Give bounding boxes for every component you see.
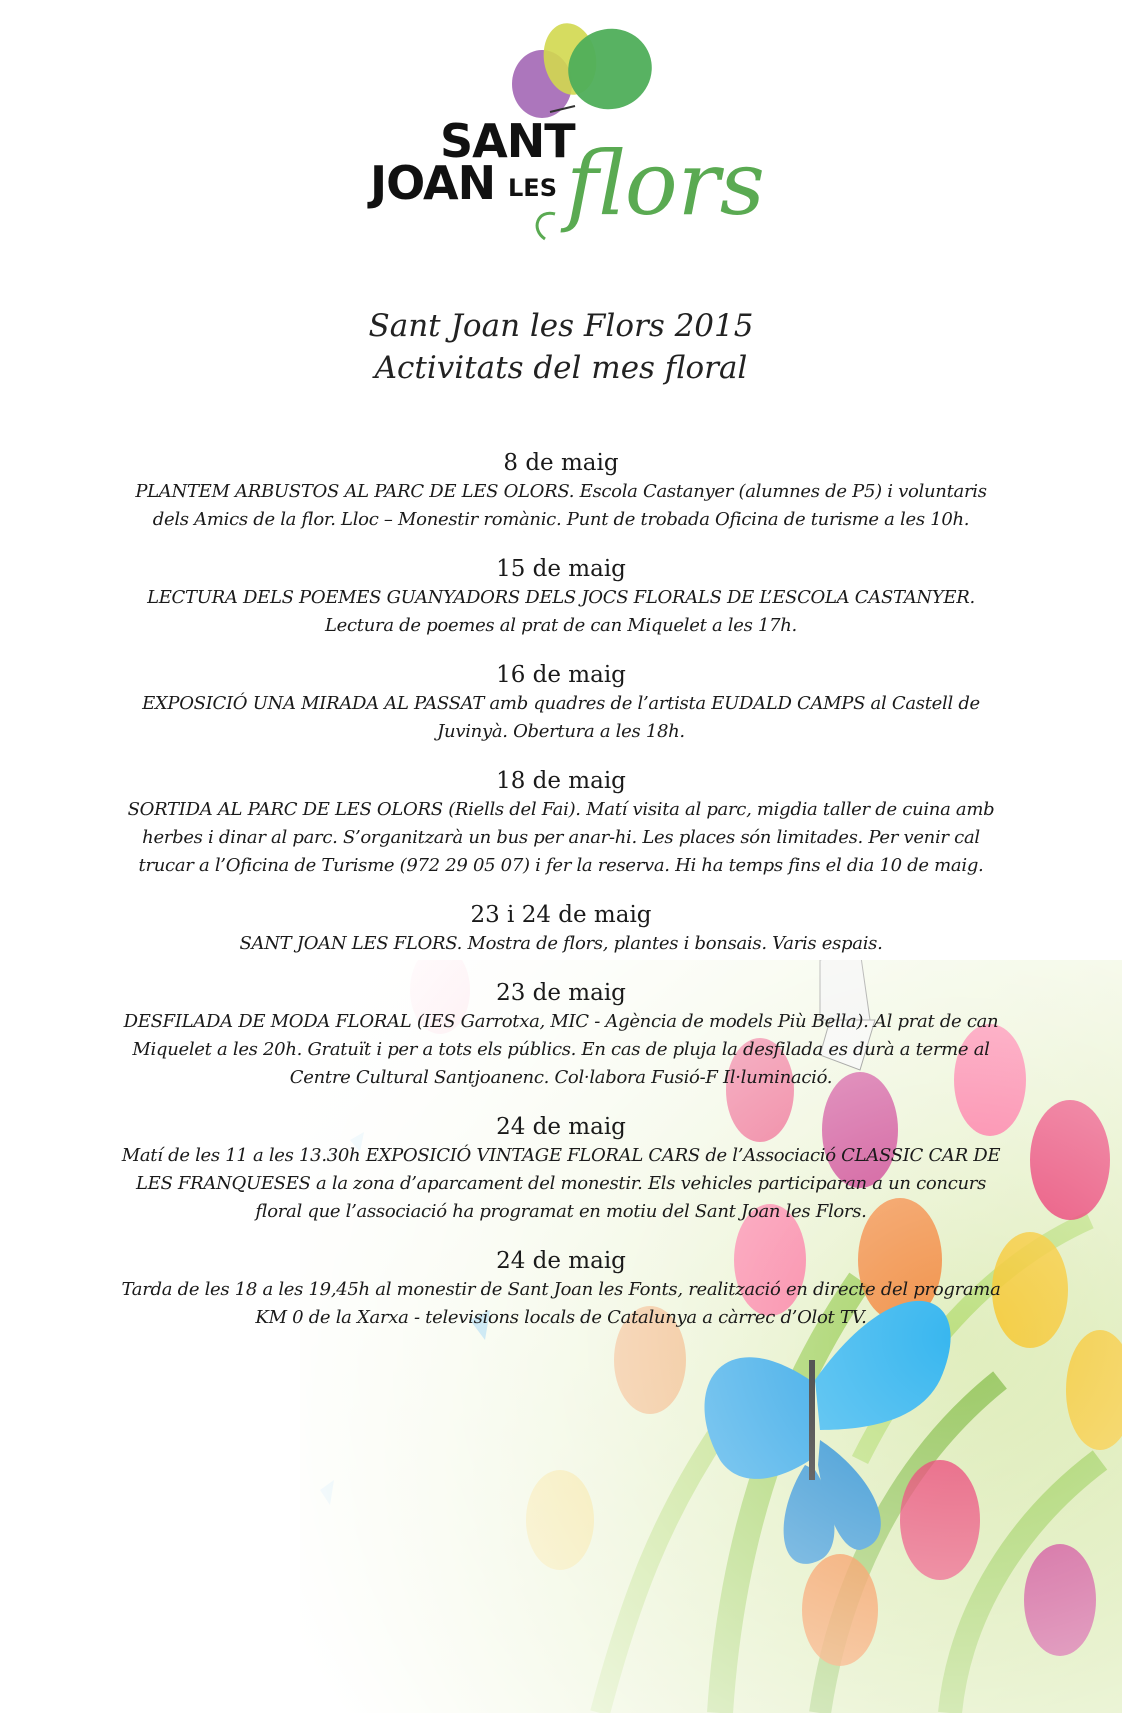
event-date: 24 de maig [496, 1248, 626, 1274]
event-description: PLANTEM ARBUSTOS AL PARC DE LES OLORS. Escola Castanyer (alumnes de P5) i voluntaris dels Amics de la flor. Lloc – Monestir romànic. Punt de trobada Oficina de turisme a les 10h. [135, 481, 987, 530]
event-date: 15 de maig [496, 556, 626, 582]
title-line-2: Activitats del mes floral [374, 350, 748, 386]
logo [370, 14, 765, 254]
event-description: Tarda de les 18 a les 19,45h al monestir de Sant Joan les Fonts, realització en directe del programa KM 0 de la Xarxa - televisions locals de Catalunya a càrrec d’Olot TV. [121, 1279, 1001, 1328]
event-item [120, 554, 1002, 640]
event-item [120, 660, 1002, 746]
event-date: 23 i 24 de maig [470, 902, 652, 928]
event-date: 8 de maig [503, 450, 619, 476]
event-item [120, 1112, 1002, 1226]
event-description: SORTIDA AL PARC DE LES OLORS (Riells del Fai). Matí visita al parc, migdia taller de cuina amb herbes i dinar al parc. S’organitzarà un bus per anar-hi. Les places són limitades. Per venir cal trucar a l’Oficina de Turisme (972 29 05 07) i fer la reserva. Hi ha temps fins el dia 10 de maig. [127, 799, 995, 876]
events-list [120, 448, 1002, 1352]
logo-text-sant: SANT [440, 114, 575, 168]
event-description: Matí de les 11 a les 13.30h EXPOSICIÓ VINTAGE FLORAL CARS de l’Associació CLASSIC CAR DE LES FRANQUESES a la zona d’aparcament del monestir. Els vehicles participaran a un concurs floral que l’associació ha programat en motiu del Sant Joan les Flors. [121, 1145, 1001, 1222]
event-item [120, 900, 1002, 958]
event-item [120, 766, 1002, 880]
event-description: EXPOSICIÓ UNA MIRADA AL PASSAT amb quadres de l’artista EUDALD CAMPS al Castell de Juvinyà. Obertura a les 18h. [142, 693, 980, 742]
event-description: LECTURA DELS POEMES GUANYADORS DELS JOCS FLORALS DE L’ESCOLA CASTANYER. Lectura de poemes al prat de can Miquelet a les 17h. [147, 587, 975, 636]
logo-text-flors: flors [566, 132, 765, 235]
page-title [0, 305, 1122, 389]
event-date: 18 de maig [496, 768, 626, 794]
event-item [120, 448, 1002, 534]
logo-text-joan: JOAN [370, 156, 496, 210]
event-description: DESFILADA DE MODA FLORAL (IES Garrotxa, MIC - Agència de models Più Bella). Al prat de can Miquelet a les 20h. Gratuït i per a tots els públics. En cas de pluja la desfilada es durà a terme al Centre Cultural Santjoanenc. Col·labora Fusió-F Il·luminació. [123, 1011, 999, 1088]
title-line-1: Sant Joan les Flors 2015 [368, 308, 754, 344]
event-date: 23 de maig [496, 980, 626, 1006]
event-date: 24 de maig [496, 1114, 626, 1140]
logo-text-les: LES [508, 174, 557, 202]
event-item [120, 1246, 1002, 1332]
event-date: 16 de maig [496, 662, 626, 688]
event-description: SANT JOAN LES FLORS. Mostra de flors, plantes i bonsais. Varis espais. [239, 933, 883, 954]
event-item [120, 978, 1002, 1092]
